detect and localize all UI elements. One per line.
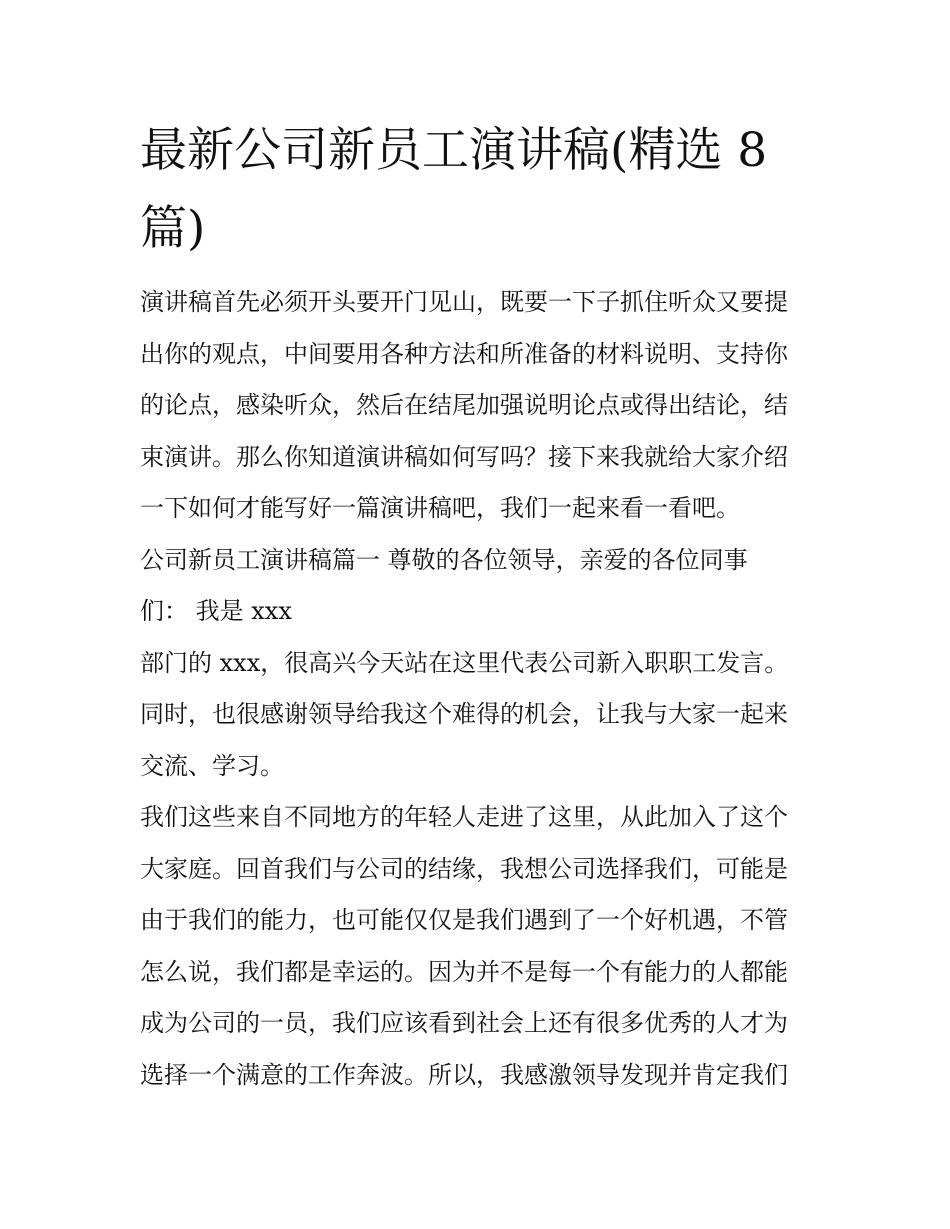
text-line: 同时，也很感谢领导给我这个难得的机会，让我与大家一起来 xyxy=(140,700,788,728)
text-line: 大家庭。回首我们与公司的结缘，我想公司选择我们，可能是 xyxy=(140,854,788,883)
text-line: 束演讲。那么你知道演讲稿如何写吗？接下来我就给大家介绍 xyxy=(140,442,788,471)
text-line: 由于我们的能力，也可能仅仅是我们遇到了一个好机遇，不管 xyxy=(140,906,788,934)
text-line: 怎么说，我们都是幸运的。因为并不是每一个有能力的人都能 xyxy=(140,957,788,986)
text-line: 交流、学习。 xyxy=(140,751,284,780)
title-line: 最新公司新员工演讲稿(精选 8 xyxy=(140,123,768,178)
paragraph-company-connection xyxy=(140,792,815,1101)
text-line: 们： 我是 xxx xyxy=(140,597,292,625)
text-line: 选择一个满意的工作奔波。所以，我感激领导发现并肯定我们 xyxy=(140,1060,788,1089)
text-line: 演讲稿首先必须开头要开门见山，既要一下子抓住听众又要提 xyxy=(140,288,788,316)
paragraph-self-introduction xyxy=(140,638,815,793)
paragraph-intro xyxy=(140,277,815,535)
text-line: 一下如何才能写好一篇演讲稿吧，我们一起来看一看吧。 xyxy=(140,494,740,522)
text-line: 出你的观点，中间要用各种方法和所准备的材料说明、支持你 xyxy=(140,339,788,368)
text-line: 我们这些来自不同地方的年轻人走进了这里，从此加入了这个 xyxy=(140,803,788,831)
text-line: 公司新员工演讲稿篇一 尊敬的各位领导，亲爱的各位同事 xyxy=(140,545,748,574)
title-line: 篇) xyxy=(140,201,206,256)
document-body xyxy=(140,277,815,1101)
paragraph-greeting xyxy=(140,535,815,638)
document-title xyxy=(140,112,830,268)
text-line: 的论点，感染听众，然后在结尾加强说明论点或得出结论，结 xyxy=(140,391,788,419)
text-line: 部门的 xxx，很高兴今天站在这里代表公司新入职职工发言。 xyxy=(140,648,789,677)
text-line: 成为公司的一员，我们应该看到社会上还有很多优秀的人才为 xyxy=(140,1009,788,1037)
